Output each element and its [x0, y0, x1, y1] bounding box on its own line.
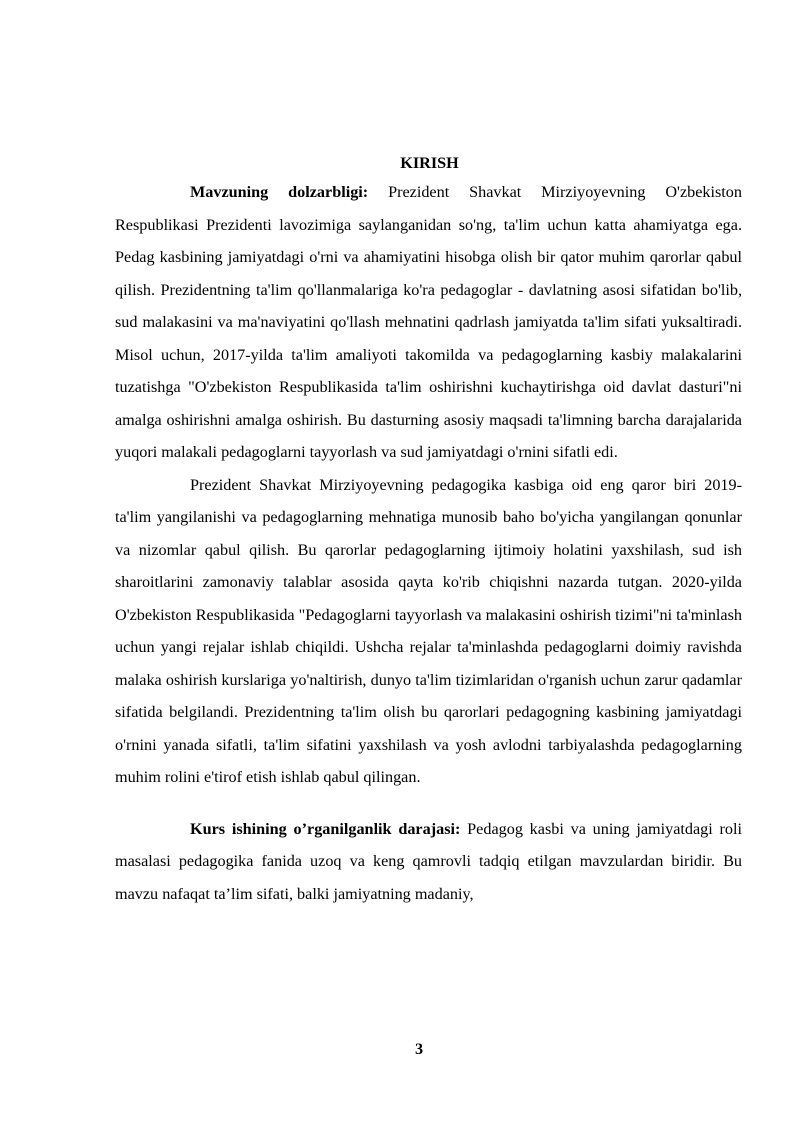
paragraph-president-decisions [115, 469, 742, 794]
page-title: KIRISH [400, 154, 459, 172]
paragraph-text: Prezident Shavkat Mirziyoyevning O'zbekiston Respublikasi Prezidenti lavozimiga saylanganidan so'ng, ta'lim uchun katta ahamiyatga ega. Pedag kasbining jamiyatdagi o'rni va ahamiyatini hisobga olish bir qator muhim qarorlar qabul qilish. Prezidentning ta'lim qo'llanmalariga ko'ra pedagoglar - davlatning asosi sifatidan bo'lib, sud malakasini va ma'naviyatini qo'llash mehnatini qadrlash jamiyatda ta'lim sifati yuksaltiradi. Misol uchun, 2017-yilda ta'lim amaliyoti takomilda va pedagoglarning kasbiy malakalarini tuzatishga "O'zbekiston Respublikasida ta'lim oshirishni kuchaytirishga oid davlat dasturi"ni amalga oshirishni amalga oshirish. Bu dasturning asosiy maqsadi ta'limning barcha darajalarida yuqori malakali pedagoglarni tayyorlash va sud jamiyatdagi o'rnini sifatli edi. [115, 183, 742, 461]
paragraph-text: Pedagog kasbi va uning jamiyatdagi roli masalasi pedagogika fanida uzoq va keng qamrovli tadqiq etilgan mavzulardan biridir. Bu mavzu nafaqat ta’lim sifati, balki jamiyatning madaniy, [115, 819, 742, 903]
paragraph-lead: Kurs ishining o’rganilganlik darajasi: [190, 819, 461, 838]
paragraph-relevance [115, 176, 742, 469]
document-body [115, 150, 742, 910]
page-number: 3 [414, 1040, 424, 1058]
paragraph-lead: Mavzuning dolzarbligi: [190, 183, 369, 201]
paragraph-study-level [115, 813, 742, 911]
paragraph-text: Prezident Shavkat Mirziyoyevning pedagogika kasbiga oid eng qaror biri 2019-ta'lim yangilanishi va pedagoglarning mehnatiga munosib baho bo'yicha yangilangan qonunlar va nizomlar qabul qilish. Bu qarorlar pedagoglarning ijtimoiy holatini yaxshilash, sud ish sharoitlarini zamonaviy talablar asosida qayta ko'rib chiqishni nazarda tutgan. 2020-yilda O'zbekiston Respublikasida "Pedagoglarni tayyorlash va malakasini oshirish tizimi"ni ta'minlash uchun yangi rejalar ishlab chiqildi. Ushcha rejalar ta'minlashda pedagoglarni doimiy ravishda malaka oshirish kurslariga yo'naltirish, dunyo ta'lim tizimlaridan o'rganish uchun zarur qadamlar sifatida belgilandi. Prezidentning ta'lim olish bu qarorlari pedagogning kasbining jamiyatdagi o'rnini yanada sifatli, ta'lim sifatini yaxshilash va yosh avlodni tarbiyalashda pedagoglarning muhim rolini e'tirof etish ishlab qabul qilingan. [115, 475, 742, 786]
